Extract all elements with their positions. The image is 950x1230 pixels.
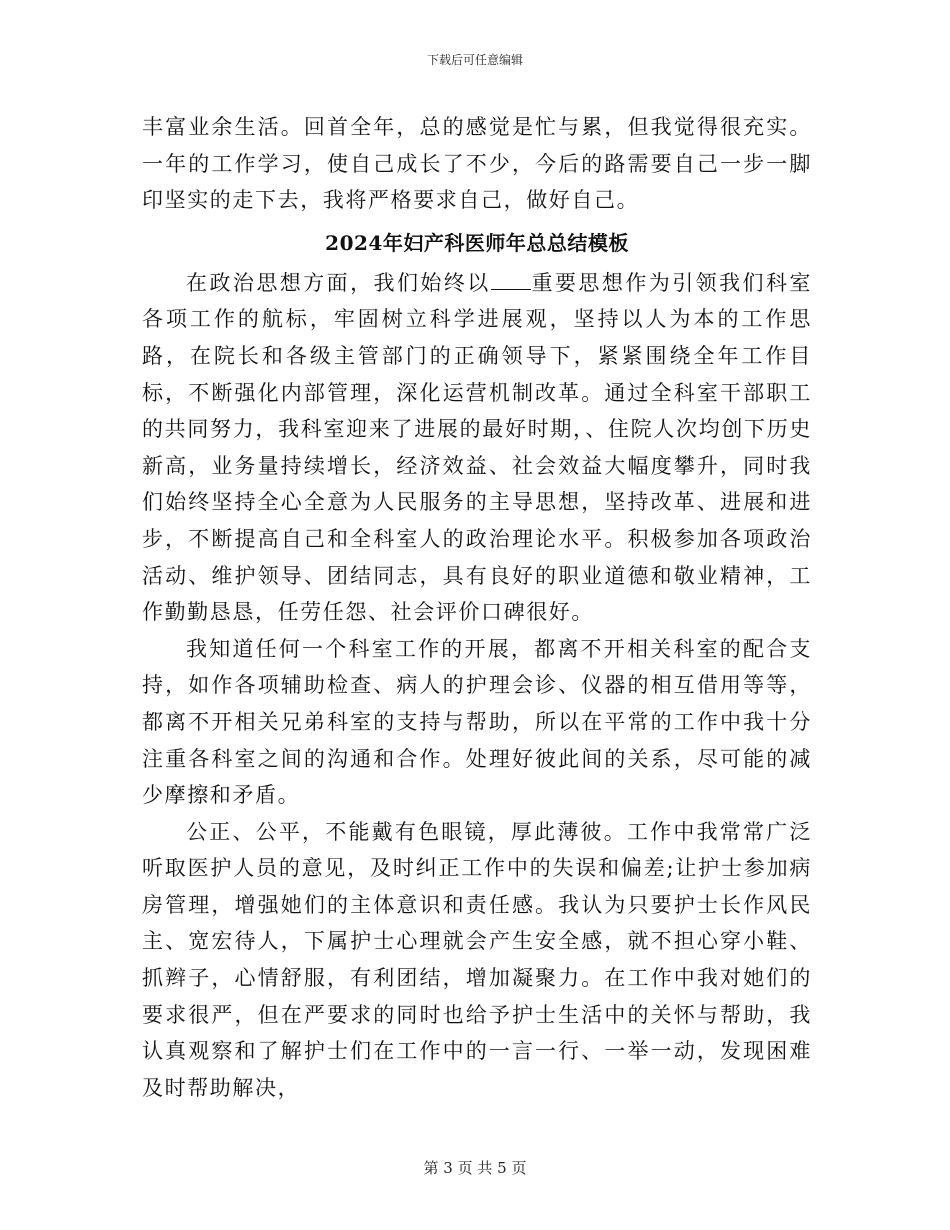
document-title: 2024年妇产科医师年总总结模板 <box>325 230 629 255</box>
page-number-footer: 第 3 页 共 5 页 <box>423 1159 527 1177</box>
paragraph-fairness: 公正、公平，不能戴有色眼镜，厚此薄彼。工作中我常常广泛听取医护人员的意见，及时纠正工作中的失误和偏差;让护士参加病房管理，增强她们的主体意识和责任感。我认为只要护士长作风民主、宽宏待人，下属护士心理就会产生安全感，就不担心穿小鞋、抓辫子，心情舒服，有利团结，增加凝聚力。在工作中我对她们的要求很严，但在严要求的同时也给予护士生活中的关怀与帮助，我认真观察和了解护士们在工作中的一言一行、一举一动，发现困难及时帮助解决， <box>142 819 812 1100</box>
paragraph-political-thought <box>142 265 812 631</box>
fill-in-blank-line <box>491 271 531 290</box>
paragraph-text-before-blank: 在政治思想方面，我们始终以 <box>186 270 491 295</box>
paragraph-cooperation: 我知道任何一个科室工作的开展，都离不开相关科室的配合支持，如作各项辅助检查、病人的护理会诊、仪器的相互借用等等，都离不开相关兄弟科室的支持与帮助，所以在平常的工作中我十分注重各科室之间的沟通和合作。处理好彼此间的关系，尽可能的减少摩擦和矛盾。 <box>142 636 812 808</box>
document-body <box>142 109 812 1106</box>
opening-paragraph: 丰富业余生活。回首全年，总的感觉是忙与累，但我觉得很充实。一年的工作学习，使自己成长了不少，今后的路需要自己一步一脚印坚实的走下去，我将严格要求自己，做好自己。 <box>142 115 812 213</box>
paragraph-text-after-blank: 重要思想作为引领我们科室各项工作的航标，牢固树立科学进展观，坚持以人为本的工作思路，在院长和各级主管部门的正确领导下，紧紧围绕全年工作目标，不断强化内部管理，深化运营机制改革。通过全科室干部职工的共同努力，我科室迎来了进展的最好时期，、住院人次均创下历史新高，业务量持续增长，经济效益、社会效益大幅度攀升，同时我们始终坚持全心全意为人民服务的主导思想，坚持改革、进展和进步，不断提高自己和全科室人的政治理论水平。积极参加各项政治活动、维护领导、团结同志，具有良好的职业道德和敬业精神，工作勤勤恳恳，任劳任怨、社会评价口碑很好。 <box>142 270 812 625</box>
page-header: 下载后可任意编辑 <box>426 53 523 67</box>
